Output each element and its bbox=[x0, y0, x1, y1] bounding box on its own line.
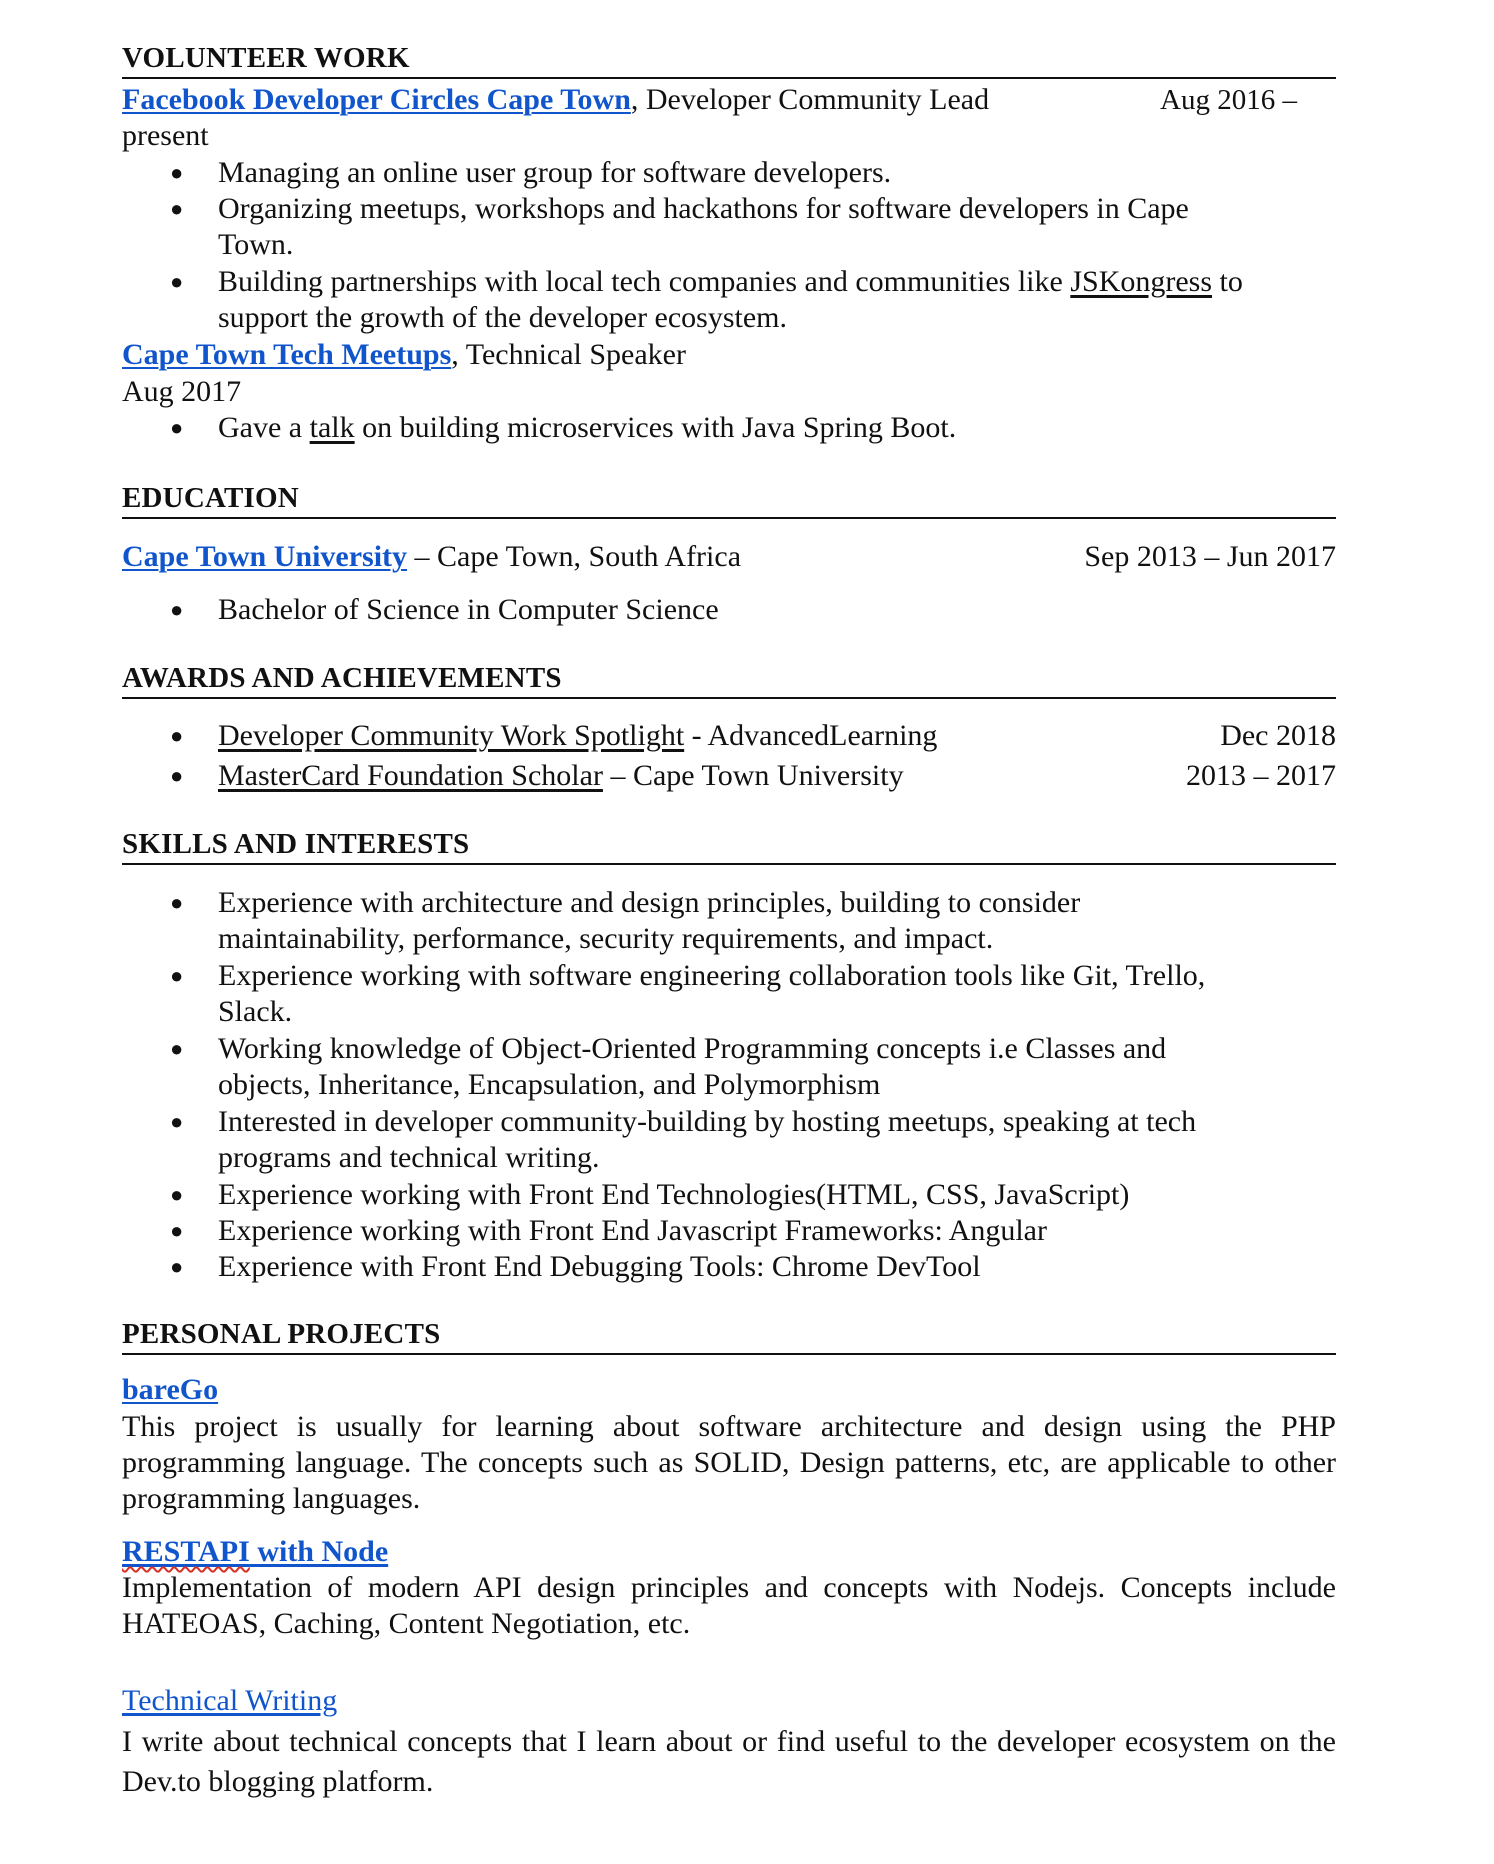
ctm-bullet-1 bbox=[218, 410, 1336, 446]
project-title-line bbox=[122, 1372, 218, 1408]
bullet-icon: ● bbox=[170, 723, 184, 748]
bullet-icon: ● bbox=[170, 1254, 184, 1279]
award-rest: – Cape Town University bbox=[602, 759, 904, 792]
barego-desc: This project is usually for learning about software architecture and design using the PHP programming language. The concepts such as SOLID, Design patterns, etc, are applicable to other programming languages. bbox=[122, 1410, 1336, 1515]
bullet-icon: ● bbox=[170, 1036, 184, 1061]
award-item bbox=[218, 758, 1336, 794]
technical-writing-link[interactable]: Technical Writing bbox=[122, 1684, 338, 1717]
skill-item: Experience with Front End Debugging Tools: Chrome DevTool bbox=[218, 1250, 981, 1283]
bullet-icon: ● bbox=[170, 597, 184, 622]
bullet-icon: ● bbox=[170, 963, 184, 988]
award-title-link[interactable]: Developer Community Work Spotlight bbox=[218, 719, 685, 752]
talk-link[interactable]: talk bbox=[309, 411, 355, 444]
skill-item: Experience working with Front End Technologies(HTML, CSS, JavaScript) bbox=[218, 1178, 1130, 1211]
ctm-bullet-post: on building microservices with Java Spring Boot. bbox=[354, 411, 957, 444]
section-heading-projects: PERSONAL PROJECTS bbox=[122, 1317, 1336, 1355]
bullet-icon: ● bbox=[170, 1182, 184, 1207]
bullet-icon: ● bbox=[170, 890, 184, 915]
restapi-desc: Implementation of modern API design principles and concepts with Nodejs. Concepts include HATEOAS, Caching, Content Negotiation, etc. bbox=[122, 1571, 1336, 1640]
fb-dev-circles-link[interactable]: Facebook Developer Circles Cape Town bbox=[122, 83, 631, 116]
restapi-title-b: with Node bbox=[249, 1535, 389, 1568]
education-line bbox=[122, 539, 741, 575]
bullet-icon: ● bbox=[170, 415, 184, 440]
bullet-icon: ● bbox=[170, 1109, 184, 1134]
fb-bullet-1: Managing an online user group for software developers. bbox=[218, 156, 892, 189]
bullet-icon: ● bbox=[170, 763, 184, 788]
award-rest: - AdvancedLearning bbox=[684, 719, 938, 752]
education-location: – Cape Town, South Africa bbox=[407, 540, 742, 573]
volunteer-fb-line bbox=[122, 82, 989, 118]
project-title-line bbox=[122, 1683, 337, 1719]
skill-item: Working knowledge of Object-Oriented Programming concepts i.e Classes and objects, Inheritance, Encapsulation, and Polymorphism bbox=[218, 1032, 1167, 1101]
restapi-link[interactable] bbox=[122, 1535, 388, 1568]
section-heading-skills: SKILLS AND INTERESTS bbox=[122, 827, 1336, 865]
fb-bullet-3-pre: Building partnerships with local tech companies and communities like bbox=[218, 265, 1071, 298]
bullet-icon: ● bbox=[170, 160, 184, 185]
fb-bullet-2: Organizing meetups, workshops and hackathons for software developers in Cape Town. bbox=[218, 192, 1189, 261]
fb-dates-cont: present bbox=[122, 119, 209, 152]
education-dates: Sep 2013 – Jun 2017 bbox=[1084, 540, 1336, 573]
education-degree: Bachelor of Science in Computer Science bbox=[218, 593, 719, 626]
restapi-title-a: RESTAPI bbox=[122, 1535, 250, 1568]
skill-item: Experience with architecture and design principles, building to consider maintainability, performance, security requirements, and impact. bbox=[218, 886, 1081, 955]
section-heading-education: EDUCATION bbox=[122, 481, 1336, 519]
bullet-icon: ● bbox=[170, 196, 184, 221]
jskongress-link[interactable]: JSKongress bbox=[1070, 265, 1213, 298]
project-title-line bbox=[122, 1534, 388, 1570]
techwriting-desc: I write about technical concepts that I learn about or find useful to the developer ecosystem on the Dev.to blogging platform. bbox=[122, 1725, 1336, 1798]
section-heading-awards: AWARDS AND ACHIEVEMENTS bbox=[122, 661, 1336, 699]
fb-bullet-3 bbox=[218, 264, 1258, 336]
bullet-icon: ● bbox=[170, 269, 184, 294]
skill-item: Experience working with software engineering collaboration tools like Git, Trello, Slack. bbox=[218, 959, 1206, 1028]
ctm-role: , Technical Speaker bbox=[451, 338, 686, 371]
fb-role: , Developer Community Lead bbox=[630, 83, 990, 116]
barego-link[interactable]: bareGo bbox=[122, 1373, 219, 1406]
fb-dates: Aug 2016 – bbox=[1160, 84, 1297, 116]
award-item bbox=[218, 718, 1336, 754]
award-title-link[interactable]: MasterCard Foundation Scholar bbox=[218, 759, 603, 792]
award-date: Dec 2018 bbox=[1220, 719, 1336, 752]
ctm-bullet-pre: Gave a bbox=[218, 411, 310, 444]
volunteer-ctm-line bbox=[122, 337, 686, 373]
fb-bullet-3-post: to support the growth of the developer ecosystem. bbox=[218, 265, 1243, 334]
cape-town-tech-meetups-link[interactable]: Cape Town Tech Meetups bbox=[122, 338, 452, 371]
award-date: 2013 – 2017 bbox=[1186, 759, 1336, 792]
bullet-icon: ● bbox=[170, 1218, 184, 1243]
skill-item: Interested in developer community-building by hosting meetups, speaking at tech programs and technical writing. bbox=[218, 1105, 1197, 1174]
section-heading-volunteer: VOLUNTEER WORK bbox=[122, 41, 1336, 79]
ctm-dates: Aug 2017 bbox=[122, 375, 242, 408]
cape-town-university-link[interactable]: Cape Town University bbox=[122, 540, 408, 573]
skill-item: Experience working with Front End Javascript Frameworks: Angular bbox=[218, 1214, 1047, 1247]
